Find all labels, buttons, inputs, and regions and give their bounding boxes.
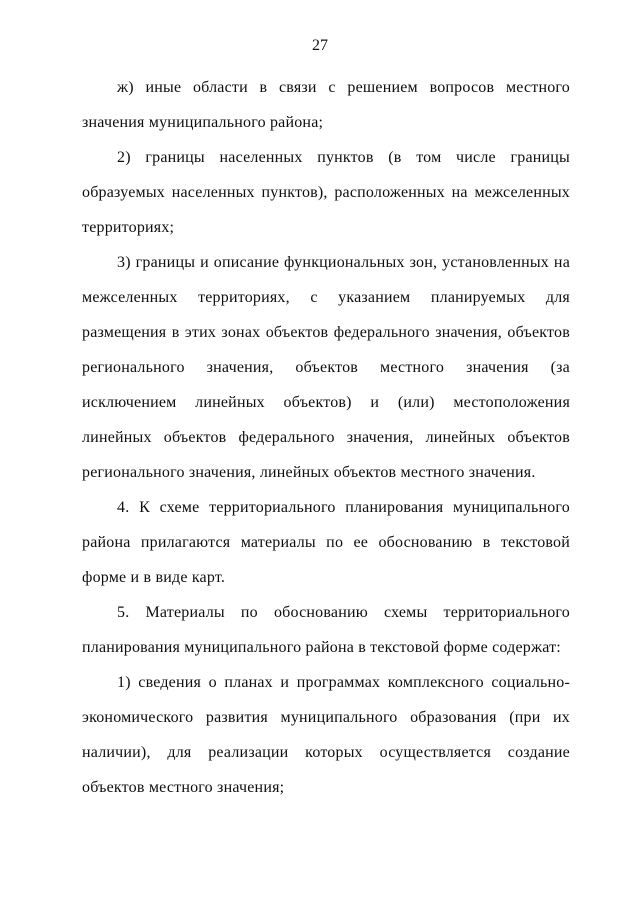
paragraph-5-materialy-po-obosnovaniyu: 5. Материалы по обоснованию схемы территориального планирования муниципального района в текстовой форме содержат: [82, 604, 570, 656]
page-number: 27 [312, 37, 328, 54]
paragraph-1-svedeniya-o-planah: 1) сведения о планах и программах комплексного социально-экономического развития муниципального образования (при их наличии), для реализации которых осуществляется создание объектов местного значения; [82, 674, 570, 796]
document-body [82, 70, 570, 805]
paragraph-4-k-sheme-planirovaniya: 4. К схеме территориального планирования муниципального района прилагаются материалы по ее обоснованию в текстовой форме и в виде карт. [82, 499, 570, 586]
paragraph-zh-inye-oblasti: ж) иные области в связи с решением вопросов местного значения муниципального района; [82, 79, 570, 131]
paragraph-3-granitsy-funktsionalnyh-zon: 3) границы и описание функциональных зон, установленных на межселенных территориях, с указанием планируемых для размещения в этих зонах объектов федерального значения, объектов регионального значения, объектов местного значения (за исключением линейных объектов) и (или) местоположения линейных объектов федерального значения, линейных объектов регионального значения, линейных объектов местного значения. [82, 254, 570, 481]
paragraph-2-granitsy-naselennyh-punktov: 2) границы населенных пунктов (в том числе границы образуемых населенных пунктов), расположенных на межселенных территориях; [82, 149, 570, 236]
